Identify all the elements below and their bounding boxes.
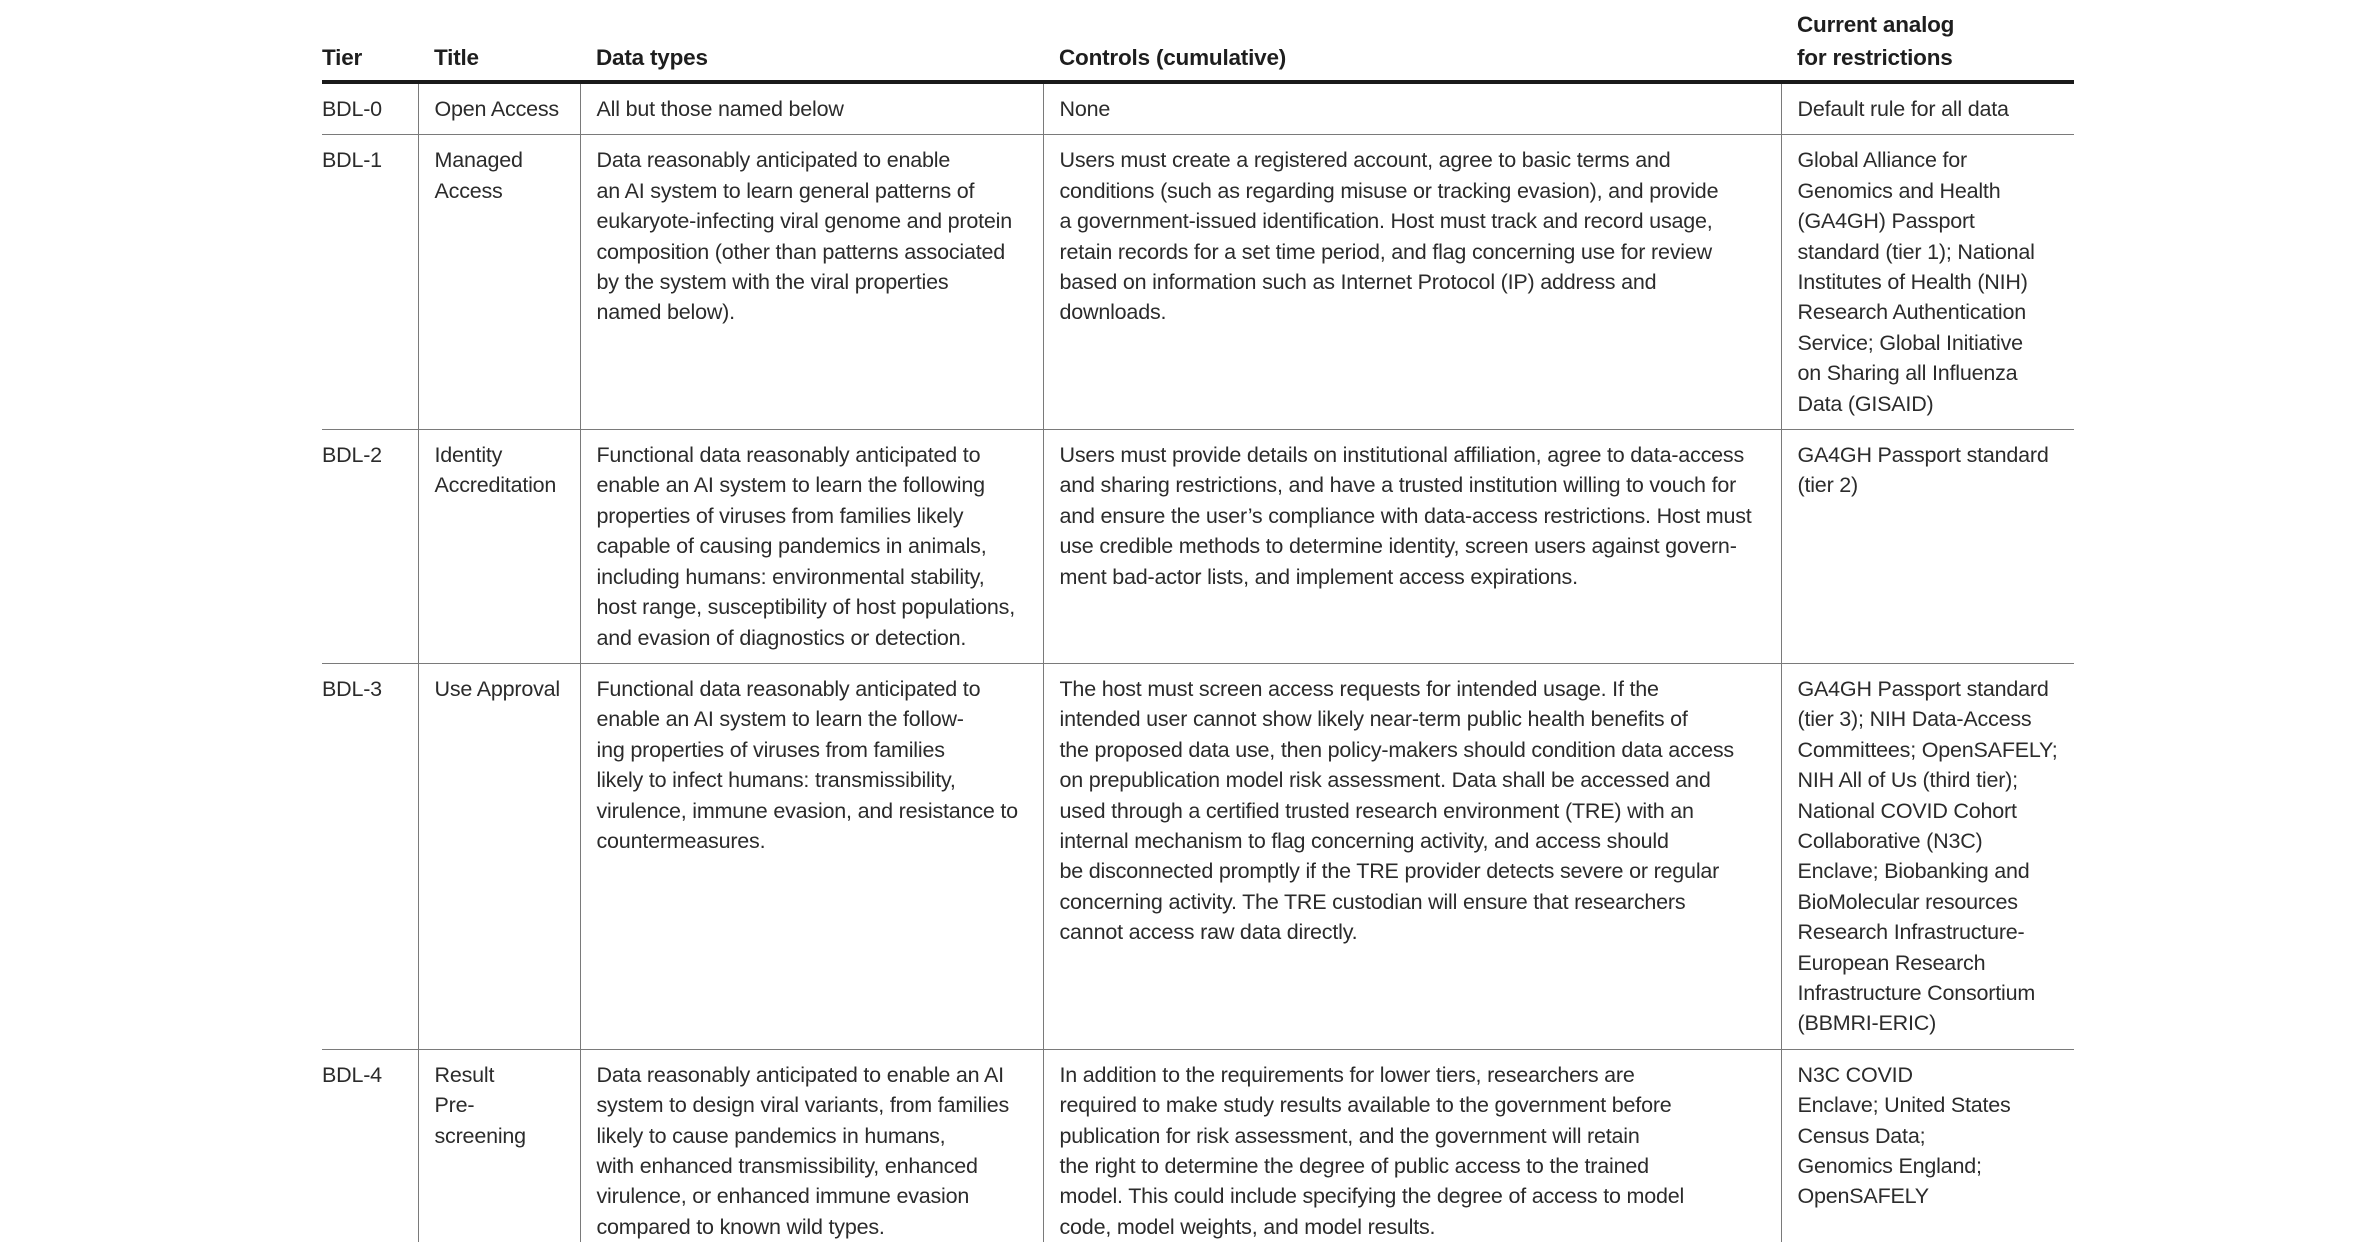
table-row [322, 430, 2074, 664]
header-current-analog: Current analog for restrictions [1781, 8, 2074, 82]
cell-data-types: Data reasonably anticipated to enable an AI system to learn general patterns of eukaryote-infecting viral genome and protein composition (other than patterns associated by the system with the viral properties named below). [580, 135, 1043, 430]
cell-title: Identity Accreditation [418, 430, 580, 664]
table-row [322, 82, 2074, 135]
cell-title: Use Approval [418, 663, 580, 1049]
cell-controls: In addition to the requirements for lower tiers, researchers are required to make study results available to the government before publication for risk assessment, and the government will retain the right to determine the degree of public access to the trained model. This could include specifying the degree of access to model code, model weights, and model results. [1043, 1049, 1781, 1242]
cell-tier: BDL-4 [322, 1062, 382, 1087]
biosecurity-data-levels-table [322, 8, 2074, 1242]
table-row [322, 663, 2074, 1049]
cell-controls: Users must provide details on institutional affiliation, agree to data-access and sharing restrictions, and have a trusted institution willing to vouch for and ensure the user’s compliance with data-access restrictions. Host must use credible methods to determine identity, screen users against govern- ment bad-actor lists, and implement access expirations. [1043, 430, 1781, 664]
table-row [322, 1049, 2074, 1242]
cell-current-analog: Default rule for all data [1781, 82, 2074, 135]
cell-current-analog: Global Alliance for Genomics and Health (GA4GH) Passport standard (tier 1); National Institutes of Health (NIH) Research Authentication Service; Global Initiative on Sharing all Influenza Data (GISAID) [1781, 135, 2074, 430]
cell-tier: BDL-3 [322, 663, 418, 1049]
cell-title: Result Pre-screening [418, 1049, 580, 1242]
cell-data-types: All but those named below [580, 82, 1043, 135]
cell-data-types: Functional data reasonably anticipated to enable an AI system to learn the following properties of viruses from families likely capable of causing pandemics in animals, including humans: environmental stability, host range, susceptibility of host populations, and evasion of diagnostics or detection. [580, 430, 1043, 664]
cell-controls: The host must screen access requests for intended usage. If the intended user cannot show likely near-term public health benefits of the proposed data use, then policy-makers should condition data access on prepublication model risk assessment. Data shall be accessed and used through a certified trusted research environment (TRE) with an internal mechanism to flag concerning activity, and access should be disconnected promptly if the TRE provider detects severe or regular concerning activity. The TRE custodian will ensure that researchers cannot access raw data directly. [1043, 663, 1781, 1049]
cell-tier: BDL-1 [322, 135, 418, 430]
table-header-row [322, 8, 2074, 82]
cell-controls: Users must create a registered account, agree to basic terms and conditions (such as regarding misuse or tracking evasion), and provide a government-issued identification. Host must track and record usage, retain records for a set time period, and flag concerning use for review based on information such as Internet Protocol (IP) address and downloads. [1043, 135, 1781, 430]
header-controls: Controls (cumulative) [1043, 8, 1781, 82]
cell-current-analog: GA4GH Passport standard (tier 3); NIH Data-Access Committees; OpenSAFELY; NIH All of Us (third tier); National COVID Cohort Collaborative (N3C) Enclave; Biobanking and BioMolecular resources Research Infrastructure- European Research Infrastructure Consortium (BBMRI-ERIC) [1781, 663, 2074, 1049]
cell-controls: None [1043, 82, 1781, 135]
cell-data-types: Data reasonably anticipated to enable an AI system to design viral variants, from families likely to cause pandemics in humans, with enhanced transmissibility, enhanced virulence, or enhanced immune evasion compared to known wild types. [580, 1049, 1043, 1242]
cell-tier: BDL-2 [322, 430, 418, 664]
cell-current-analog: GA4GH Passport standard (tier 2) [1781, 430, 2074, 664]
header-data-types: Data types [580, 8, 1043, 82]
cell-title: Open Access [418, 82, 580, 135]
table-row [322, 135, 2074, 430]
cell-data-types: Functional data reasonably anticipated to enable an AI system to learn the follow- ing properties of viruses from families likely to infect humans: transmissibility, virulence, immune evasion, and resistance to countermeasures. [580, 663, 1043, 1049]
header-tier: Tier [322, 8, 418, 82]
cell-title: Managed Access [418, 135, 580, 430]
cell-tier: BDL-0 [322, 82, 418, 135]
cell-current-analog: N3C COVID Enclave; United States Census Data; Genomics England; OpenSAFELY [1781, 1049, 2074, 1242]
header-title: Title [418, 8, 580, 82]
